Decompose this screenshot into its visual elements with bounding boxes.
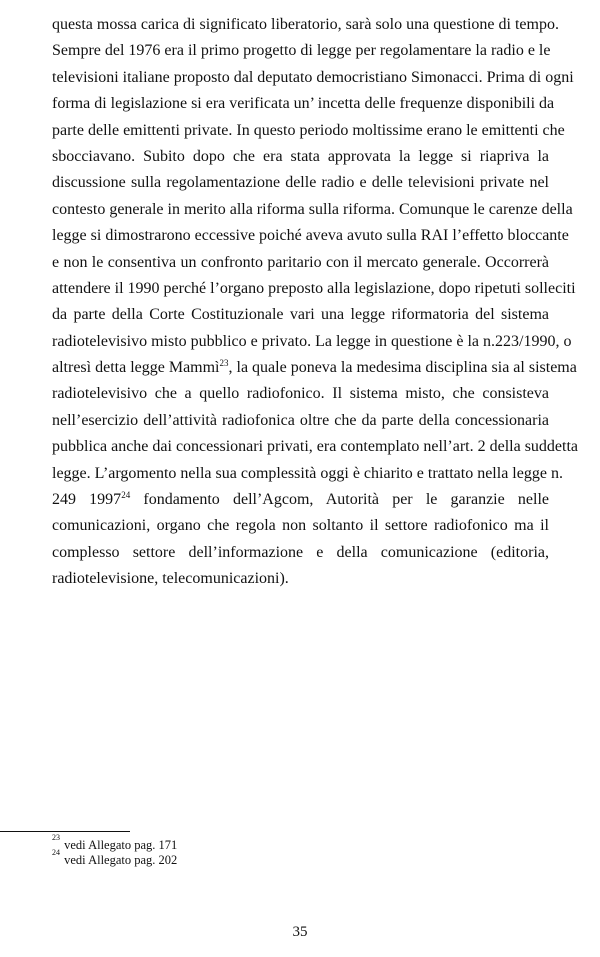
text-segment: legge si dimostrarono eccessive poiché aveva avuto sulla RAI l’effetto bloccante — [52, 227, 569, 245]
text-segment: forma di legislazione si era verificata un’ incetta delle frequenze disponibili da — [52, 95, 555, 113]
text-segment: sbocciavano. Subito dopo che era stata approvata la legge si riapriva la — [52, 147, 549, 165]
text-segment: attendere il 1990 perché l’organo preposto alla legislazione, dopo ripetuti solleciti — [52, 279, 576, 297]
text-line — [52, 408, 549, 434]
footnote-text: vedi Allegato pag. 202 — [64, 853, 178, 867]
footnote-separator — [0, 831, 130, 832]
footnote-reference: 23 — [219, 358, 229, 369]
text-line — [52, 65, 574, 91]
text-line — [52, 250, 549, 276]
text-segment: pubblica anche dai concessionari privati, era contemplato nell’art. 2 della suddetta — [52, 438, 579, 456]
text-line — [52, 144, 549, 170]
text-segment: fondamento dell’Agcom, Autorità per le garanzie nelle — [130, 491, 550, 509]
text-segment: 249 1997 — [52, 491, 122, 509]
text-segment: , la quale poneva la medesima disciplina sia al sistema — [228, 359, 577, 377]
text-segment: complesso settore dell’informazione e della comunicazione (editoria, — [52, 543, 549, 561]
text-segment: questa mossa carica di significato liberatorio, sarà solo una questione di tempo. — [52, 16, 559, 33]
text-segment: legge. L’argomento nella sua complessità oggi è chiarito e trattato nella legge n. — [52, 464, 563, 482]
text-segment: radiotelevisivo che a quello radiofonico. Il sistema misto, che consisteva — [52, 385, 549, 403]
text-segment: contesto generale in merito alla riforma sulla riforma. Comunque le carenze della — [52, 200, 573, 218]
text-segment: discussione sulla regolamentazione delle radio e delle televisioni private nel — [52, 174, 549, 192]
body-text — [52, 12, 579, 593]
text-line — [52, 118, 565, 144]
text-segment: comunicazioni, organo che regola non soltanto il settore radiofonico ma il — [52, 517, 549, 535]
text-line — [52, 513, 549, 539]
footnote-reference: 24 — [121, 490, 131, 501]
text-line — [52, 434, 579, 460]
text-segment: nell’esercizio dell’attività radiofonica oltre che da parte della concessionaria — [52, 411, 549, 429]
footnote — [52, 832, 452, 853]
text-line — [52, 381, 549, 407]
text-segment: televisioni italiane proposto dal deputato democristiano Simonacci. Prima di ogni — [52, 68, 574, 86]
text-segment: Sempre del 1976 era il primo progetto di legge per regolamentare la radio e le — [52, 42, 551, 60]
text-line — [52, 355, 577, 381]
footnote-text: vedi Allegato pag. 171 — [64, 838, 178, 852]
text-line — [52, 276, 576, 302]
text-line — [52, 487, 549, 513]
text-segment: radiotelevisione, telecomunicazioni). — [52, 570, 289, 588]
text-segment: da parte della Corte Costituzionale vari una legge riformatoria del sistema — [52, 306, 549, 324]
text-line — [52, 197, 573, 223]
text-line — [52, 38, 549, 64]
text-line — [52, 91, 555, 117]
text-line — [52, 461, 563, 487]
page-number: 35 — [292, 924, 308, 940]
text-line — [52, 329, 572, 355]
footnote — [52, 847, 452, 868]
footnote-marker: 23 — [52, 832, 60, 842]
text-line — [52, 302, 549, 328]
text-segment: parte delle emittenti private. In questo periodo moltissime erano le emittenti che — [52, 121, 565, 139]
text-segment: altresì detta legge Mammì — [52, 359, 220, 377]
text-line — [52, 12, 559, 38]
text-line — [52, 170, 549, 196]
footnote-marker: 24 — [52, 847, 60, 857]
footnotes — [52, 832, 452, 868]
text-line — [52, 223, 569, 249]
text-segment: radiotelevisivo misto pubblico e privato. La legge in questione è la n.223/1990, o — [52, 332, 572, 350]
text-line — [52, 566, 549, 592]
text-segment: e non le consentiva un confronto paritario con il mercato generale. Occorrerà — [52, 253, 549, 271]
text-line — [52, 540, 549, 566]
